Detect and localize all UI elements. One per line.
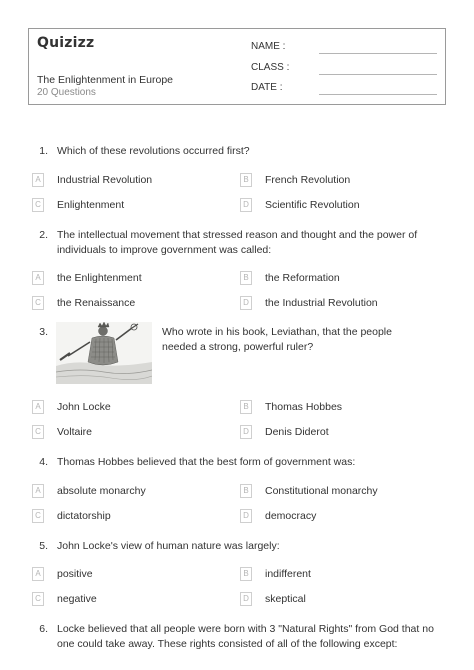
option-text: positive xyxy=(57,568,93,580)
question-text: Who wrote in his book, Leviathan, that the people needed a strong, powerful ruler? xyxy=(162,326,392,353)
option-letter: D xyxy=(240,198,252,212)
question-number: 2. xyxy=(39,229,48,241)
option-letter: A xyxy=(32,271,44,285)
option-text: indifferent xyxy=(265,568,311,580)
option-text: John Locke xyxy=(57,401,111,413)
option-letter: D xyxy=(240,296,252,310)
option-letter: C xyxy=(32,198,44,212)
question-number: 6. xyxy=(39,623,48,635)
option-text: absolute monarchy xyxy=(57,485,146,497)
option-text: negative xyxy=(57,593,97,605)
option-text: the Renaissance xyxy=(57,297,136,309)
class-field[interactable] xyxy=(319,74,437,75)
option-text: the Enlightenment xyxy=(57,272,142,284)
class-label: CLASS : xyxy=(251,62,290,73)
option-letter: B xyxy=(240,567,252,581)
option-text: Scientific Revolution xyxy=(265,199,360,211)
name-label: NAME : xyxy=(251,41,286,52)
option-letter: D xyxy=(240,592,252,606)
worksheet-header xyxy=(28,28,446,105)
option-text: Thomas Hobbes xyxy=(265,401,343,413)
option-text: dictatorship xyxy=(57,510,111,522)
option-letter: D xyxy=(240,425,252,439)
option-text: democracy xyxy=(265,510,317,522)
option-letter: B xyxy=(240,173,252,187)
option-text: Enlightenment xyxy=(57,199,125,211)
question-number: 4. xyxy=(39,456,48,468)
option-text: the Industrial Revolution xyxy=(265,297,378,309)
option-letter: A xyxy=(32,173,44,187)
question-number: 1. xyxy=(39,145,48,157)
name-field[interactable] xyxy=(319,53,437,54)
option-letter: B xyxy=(240,400,252,414)
question-text: John Locke's view of human nature was largely: xyxy=(57,540,280,552)
question-text: The intellectual movement that stressed reason and thought and the power of individuals to improve government was called: xyxy=(57,229,418,256)
option-letter: B xyxy=(240,484,252,498)
option-letter: C xyxy=(32,509,44,523)
worksheet-title: The Enlightenment in Europe xyxy=(37,74,174,86)
option-letter: C xyxy=(32,592,44,606)
option-letter: C xyxy=(32,425,44,439)
option-letter: A xyxy=(32,484,44,498)
option-text: French Revolution xyxy=(265,174,351,186)
option-text: the Reformation xyxy=(265,272,340,284)
option-letter: B xyxy=(240,271,252,285)
quizizz-logo: Quizizz xyxy=(37,35,95,51)
question-number: 3. xyxy=(39,326,48,338)
option-text: Voltaire xyxy=(57,426,93,438)
option-letter: C xyxy=(32,296,44,310)
leviathan-engraving-image xyxy=(56,322,152,384)
date-label: DATE : xyxy=(251,82,283,93)
question-text: Locke believed that all people were born with 3 "Natural Rights" from God that no one could take away. These rights consisted of all of the following except: xyxy=(57,623,434,650)
option-text: Industrial Revolution xyxy=(57,174,153,186)
option-letter: A xyxy=(32,567,44,581)
question-text: Thomas Hobbes believed that the best form of government was: xyxy=(57,456,356,468)
question-text: Which of these revolutions occurred first? xyxy=(57,145,250,157)
option-letter: D xyxy=(240,509,252,523)
option-text: Constitutional monarchy xyxy=(265,485,378,497)
date-field[interactable] xyxy=(319,94,437,95)
question-count: 20 Questions xyxy=(37,87,96,98)
option-text: skeptical xyxy=(265,593,306,605)
option-text: Denis Diderot xyxy=(265,426,329,438)
question-number: 5. xyxy=(39,540,48,552)
option-letter: A xyxy=(32,400,44,414)
